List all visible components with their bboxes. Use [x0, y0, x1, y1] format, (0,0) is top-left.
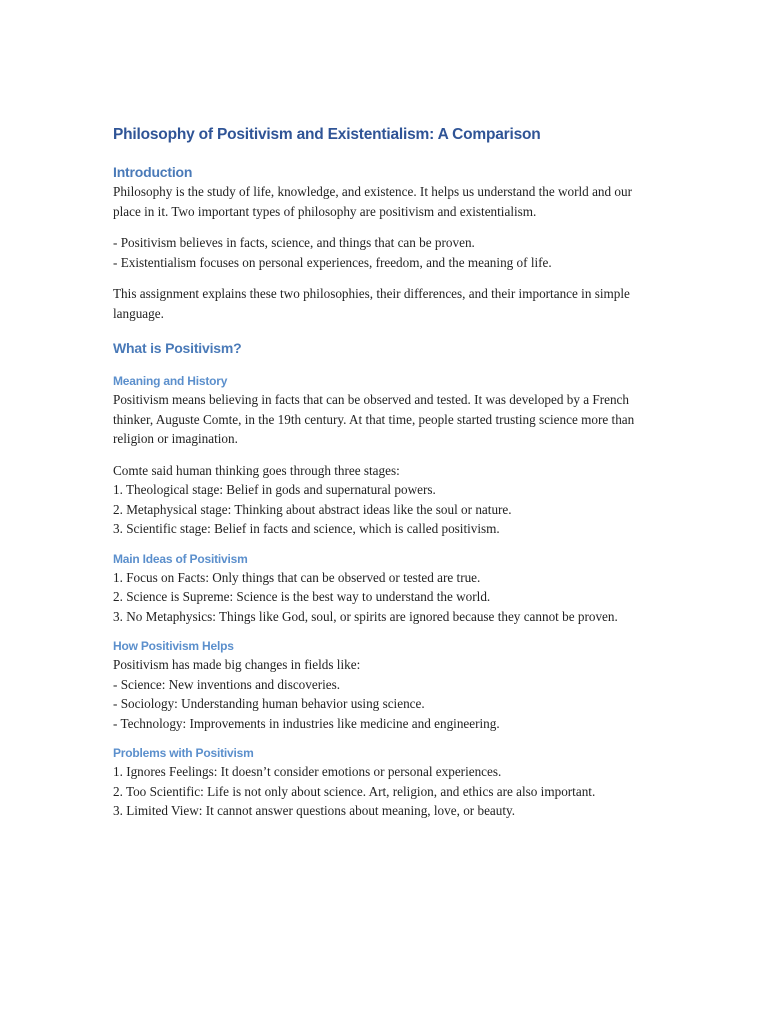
meaning-paragraph: Positivism means believing in facts that can be observed and tested. It was developed by a French thinker, Auguste Comte, in the 19th century. At that time, people started trusting science more than religion or imagination. — [113, 392, 635, 446]
problems-list — [113, 762, 658, 821]
stages-list — [113, 480, 658, 539]
list-item: 1. Theological stage: Belief in gods and supernatural powers. — [113, 482, 436, 497]
heading-introduction: Introduction — [113, 164, 193, 180]
list-item: - Technology: Improvements in industries like medicine and engineering. — [113, 715, 500, 731]
list-item: 3. No Metaphysics: Things like God, soul, or spirits are ignored because they cannot be proven. — [113, 608, 618, 624]
helps-intro: Positivism has made big changes in fields like: — [113, 657, 361, 672]
list-item: - Science: New inventions and discoveries. — [113, 676, 341, 692]
subheading-meaning-history: Meaning and History — [113, 374, 228, 388]
list-item: 2. Science is Supreme: Science is the best way to understand the world. — [113, 589, 491, 604]
helps-list — [113, 675, 658, 734]
document-title: Philosophy of Positivism and Existentialism: A Comparison — [113, 126, 541, 143]
list-item: - Sociology: Understanding human behavior using science. — [113, 696, 425, 711]
list-item: 1. Focus on Facts: Only things that can be observed or tested are true. — [113, 569, 481, 585]
list-item: 3. Scientific stage: Belief in facts and science, which is called positivism. — [113, 521, 500, 536]
list-item: 3. Limited View: It cannot answer questions about meaning, love, or beauty. — [113, 803, 516, 818]
subheading-how-positivism-helps: How Positivism Helps — [113, 639, 234, 653]
subheading-main-ideas: Main Ideas of Positivism — [113, 551, 248, 566]
intro-paragraph: Philosophy is the study of life, knowledge, and existence. It helps us understand the world and our place in it. Two important types of philosophy are positivism and existentialism. — [113, 184, 632, 219]
stages-intro: Comte said human thinking goes through three stages: — [113, 462, 400, 478]
list-item: - Existentialism focuses on personal experiences, freedom, and the meaning of life. — [113, 254, 552, 270]
intro-paragraph-2: This assignment explains these two philosophies, their differences, and their importance in simple language. — [113, 286, 630, 321]
document-page — [113, 124, 658, 821]
intro-bullet-list — [113, 233, 658, 272]
list-item: 2. Metaphysical stage: Thinking about abstract ideas like the soul or nature. — [113, 501, 512, 517]
list-item: 1. Ignores Feelings: It doesn’t consider emotions or personal experiences. — [113, 764, 502, 779]
heading-what-is-positivism: What is Positivism? — [113, 340, 242, 356]
list-item: 2. Too Scientific: Life is not only about science. Art, religion, and ethics are also important. — [113, 783, 596, 799]
list-item: - Positivism believes in facts, science, and things that can be proven. — [113, 235, 475, 250]
main-ideas-list — [113, 568, 658, 627]
subheading-problems: Problems with Positivism — [113, 746, 254, 760]
